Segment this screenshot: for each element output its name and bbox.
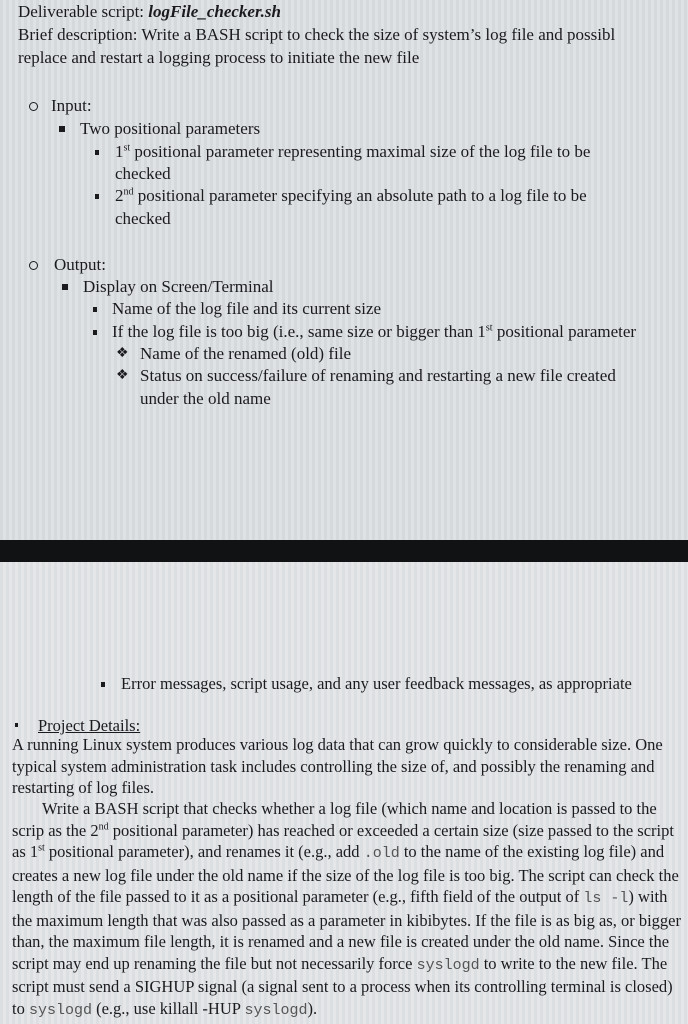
output-detail2-line2: under the old name — [140, 389, 271, 408]
diamond-bullet-icon: ❖ — [116, 368, 129, 383]
code-old: .old — [363, 845, 400, 862]
project-details-heading: Project Details: — [38, 716, 141, 735]
diamond-bullet-icon: ❖ — [116, 346, 129, 361]
dot-bullet-icon — [95, 150, 99, 155]
project-paragraph-2: Write a BASH script that checks whether a log file (which name and location is passed to the scrip as the 2nd positional parameter) has reached or exceeded a certain size (size passed to the script as 1st positional parameter), and renames it (e.g., add .old to the name of the existing log file) and creates a new log file under the old name if the size of the log file is too big. The script can check the length of the file passed to it as a positional parameter (e.g., fifth field of the output of ls -l) with the maximum length that was also passed as a parameter in kibibytes. If the file is as big as, or bigger than, the maximum file length, it is renamed and a new file is created under the old name. Since the script may end up renaming the file but not necessarily force syslogd to write to the new file. The script must send a SIGHUP signal (a signal sent to a process when its controlling terminal is closed) to syslogd (e.g., use killall -HUP syslogd). — [12, 799, 681, 1019]
input-subheading: Two positional parameters — [80, 119, 261, 138]
output-item2: If the log file is too big (i.e., same size or bigger than 1st positional parameter — [112, 322, 637, 341]
output-detail2-line1: Status on success/failure of renaming and restarting a new file created — [140, 366, 616, 385]
code-syslogd: syslogd — [416, 956, 480, 974]
screen-divider-bar — [0, 540, 688, 562]
deliverable-line — [18, 2, 281, 22]
script-name: logFile_checker.sh — [148, 2, 281, 21]
input-heading: Input: — [51, 96, 92, 115]
error-messages-item: Error messages, script usage, and any user feedback messages, as appropriate — [121, 674, 632, 693]
dot-bullet-icon — [15, 723, 18, 727]
input-param1-line2: checked — [115, 164, 171, 183]
output-heading: Output: — [54, 255, 106, 274]
dot-bullet-icon — [93, 330, 97, 335]
input-param1-line1: 1st positional parameter representing maximal size of the log file to be — [115, 142, 591, 161]
input-param2-line2: checked — [115, 209, 171, 228]
project-paragraph-1: A running Linux system produces various log data that can grow quickly to considerable size. One typical system administration task includes controlling the size of, and possibly the renaming and restarting of log files. — [12, 735, 663, 797]
output-subheading: Display on Screen/Terminal — [83, 277, 274, 296]
deliverable-label: Deliverable script: — [18, 2, 149, 21]
code-syslogd: syslogd — [28, 1001, 92, 1019]
square-bullet-icon — [62, 284, 68, 290]
code-ls: ls -l — [583, 890, 629, 907]
square-bullet-icon — [59, 126, 65, 132]
dot-bullet-icon — [101, 682, 105, 687]
circle-bullet-icon — [29, 102, 38, 111]
output-item1: Name of the log file and its current size — [112, 299, 382, 318]
circle-bullet-icon — [29, 261, 38, 270]
output-detail1: Name of the renamed (old) file — [140, 344, 351, 363]
dot-bullet-icon — [95, 194, 99, 199]
brief-description-line2: replace and restart a logging process to initiate the new file — [18, 48, 420, 67]
brief-description-line1: Brief description: Write a BASH script to check the size of system’s log file and possibl — [18, 25, 616, 44]
input-param2-line1: 2nd positional parameter specifying an absolute path to a log file to be — [115, 186, 587, 205]
dot-bullet-icon — [93, 307, 97, 312]
code-syslogd: syslogd — [244, 1001, 308, 1019]
